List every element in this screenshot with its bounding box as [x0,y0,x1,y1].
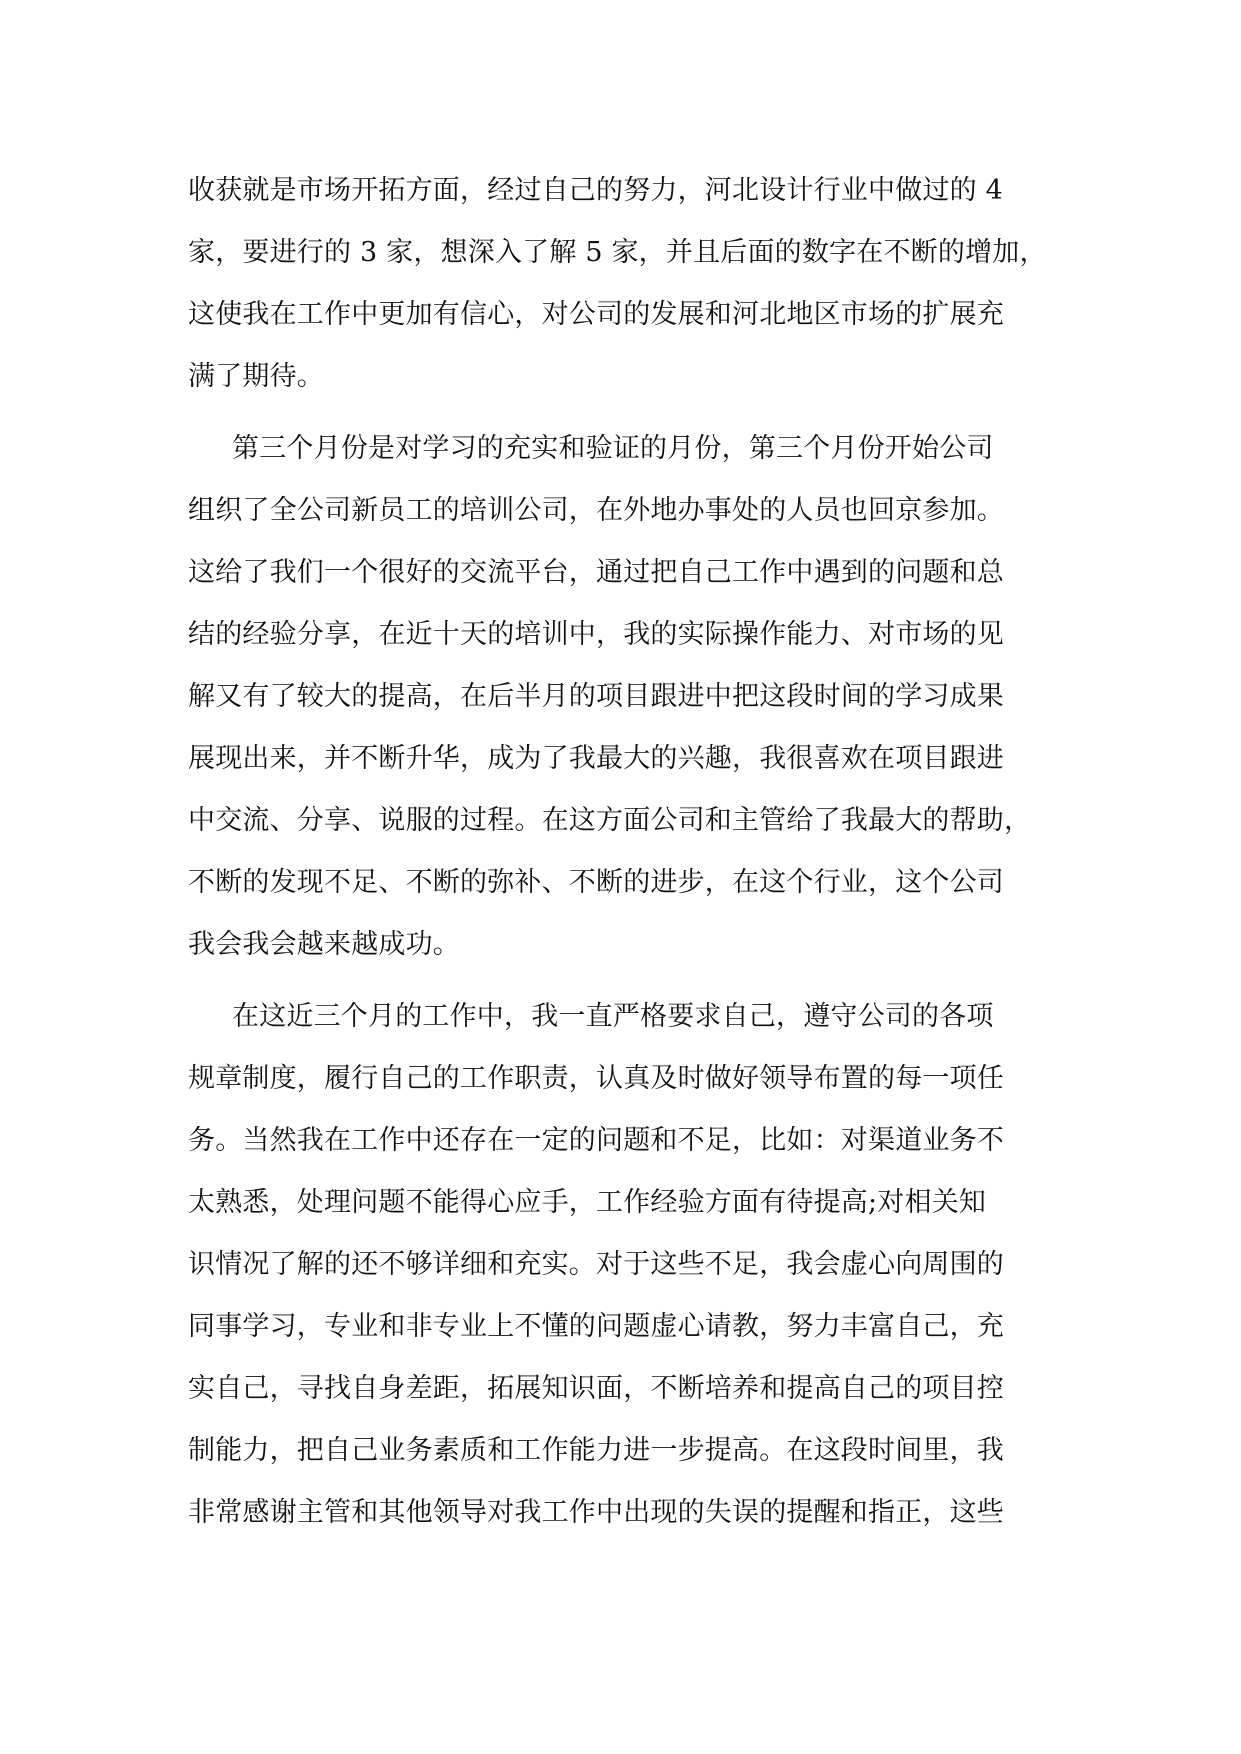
document-body [188,160,1052,1544]
text-line: 非常感谢主管和其他领导对我工作中出现的失误的提醒和指正，这些 [188,1497,1004,1528]
text-line: 收获就是市场开拓方面，经过自己的努力，河北设计行业中做过的 4 [188,175,1003,206]
text-line: 结的经验分享，在近十天的培训中，我的实际操作能力、对市场的见 [188,619,1004,650]
paragraph-spacer [188,408,1052,418]
text-line-first: 在这近三个月的工作中，我一直严格要求自己，遵守公司的各项 [232,1001,994,1032]
paragraph-2 [188,418,1052,976]
text-line: 组织了全公司新员工的培训公司，在外地办事处的人员也回京参加。 [188,495,1004,526]
text-line-first: 第三个月份是对学习的充实和验证的月份，第三个月份开始公司 [232,433,994,464]
text-line: 实自己，寻找自身差距，拓展知识面，不断培养和提高自己的项目控 [188,1373,1004,1404]
text-line: 同事学习，专业和非专业上不懂的问题虚心请教，努力丰富自己，充 [188,1311,1004,1342]
text-line: 不断的发现不足、不断的弥补、不断的进步，在这个行业，这个公司 [188,867,1004,898]
text-line: 我会我会越来越成功。 [188,929,460,960]
text-line: 制能力，把自己业务素质和工作能力进一步提高。在这段时间里，我 [188,1435,1004,1466]
text-line: 解又有了较大的提高，在后半月的项目跟进中把这段时间的学习成果 [188,681,1004,712]
text-line: 太熟悉，处理问题不能得心应手，工作经验方面有待提高;对相关知 [188,1187,987,1218]
text-line: 这使我在工作中更加有信心，对公司的发展和河北地区市场的扩展充 [188,299,1004,330]
text-line: 家，要进行的 3 家，想深入了解 5 家，并且后面的数字在不断的增加， [188,237,1047,268]
text-line: 展现出来，并不断升华，成为了我最大的兴趣，我很喜欢在项目跟进 [188,743,1004,774]
text-line: 规章制度，履行自己的工作职责，认真及时做好领导布置的每一项任 [188,1063,1004,1094]
text-line: 满了期待。 [188,361,324,392]
paragraph-3 [188,986,1052,1544]
paragraph-1 [188,160,1052,408]
text-line: 这给了我们一个很好的交流平台，通过把自己工作中遇到的问题和总 [188,557,1004,588]
paragraph-spacer [188,976,1052,986]
text-line: 识情况了解的还不够详细和充实。对于这些不足，我会虚心向周围的 [188,1249,1004,1280]
text-line: 务。当然我在工作中还存在一定的问题和不足，比如：对渠道业务不 [188,1125,1004,1156]
text-line: 中交流、分享、说服的过程。在这方面公司和主管给了我最大的帮助， [188,805,1032,836]
